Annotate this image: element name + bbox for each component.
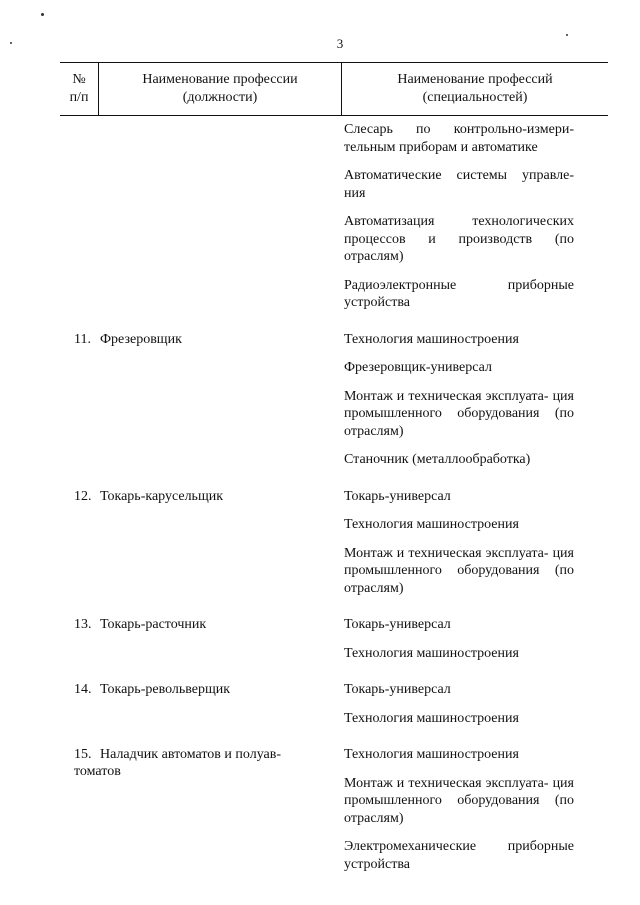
specialty-item: Токарь-универсал <box>344 682 451 697</box>
specialty-item: Технология машиностроения <box>344 747 519 762</box>
specialty-item: Станочник (металлообработка) <box>344 452 531 467</box>
row-number: 15. <box>74 747 92 762</box>
specialty-item: Технология машиностроения <box>344 517 519 532</box>
specialty-item: Токарь-универсал <box>344 488 451 504</box>
header-number-column <box>60 63 99 115</box>
specialty-item: Слесарь по контрольно-измери- тельным приборам и автоматике <box>344 122 574 155</box>
profession-name: Токарь-револьверщик <box>100 682 231 697</box>
table-row <box>0 738 640 884</box>
profession-name: Фрезеровщик <box>100 331 182 347</box>
specialty-item: Токарь-универсал <box>344 617 451 632</box>
table-row <box>0 480 640 609</box>
header-profession-line: (должности) <box>182 90 258 105</box>
profession-cell <box>74 121 318 138</box>
specialty-cell <box>344 746 574 884</box>
specialty-item: Технология машиностроения <box>344 331 519 347</box>
table-row <box>0 114 640 323</box>
profession-name: Токарь-карусельщик <box>100 488 224 504</box>
row-number: 11. <box>74 331 91 347</box>
profession-cell <box>74 681 318 698</box>
specialty-item: Фрезеровщик-универсал <box>344 360 492 375</box>
specialty-item: Монтаж и техническая эксплуата- ция промышленного оборудования (по отраслям) <box>344 775 574 826</box>
profession-cell <box>74 488 318 505</box>
specialty-item: Монтаж и техническая эксплуата- ция промышленного оборудования (по отраслям) <box>344 545 574 596</box>
header-number-line: п/п <box>69 90 89 105</box>
specialty-cell <box>344 616 574 673</box>
specialty-cell <box>344 488 574 609</box>
profession-name: Наладчик автоматов и полуав- томатов <box>74 747 281 779</box>
row-number: 13. <box>74 617 92 632</box>
page-number: 3 <box>336 36 344 51</box>
row-number: 12. <box>74 488 92 504</box>
specialty-item: Радиоэлектронные приборные устройства <box>344 277 574 310</box>
specialty-cell <box>344 681 574 738</box>
header-specialty-line: Наименование профессий <box>397 72 553 87</box>
specialty-item: Монтаж и техническая эксплуата- ция промышленного оборудования (по отраслям) <box>344 388 574 439</box>
specialty-item: Автоматизация технологических процессов и производств (по отраслям) <box>344 214 574 264</box>
specialty-item: Технология машиностроения <box>344 645 519 661</box>
profession-cell <box>74 616 318 633</box>
table-row <box>0 323 640 480</box>
specialty-item: Автоматические системы управле- ния <box>344 168 574 201</box>
header-profession-column <box>99 63 342 115</box>
specialty-cell <box>344 121 574 323</box>
profession-cell <box>74 746 318 780</box>
scan-speck <box>41 13 44 16</box>
table-header <box>60 62 608 116</box>
profession-name: Токарь-расточник <box>100 617 207 632</box>
header-number-line: № <box>72 72 86 87</box>
header-specialty-column <box>342 63 608 115</box>
profession-cell <box>74 331 318 348</box>
table-row <box>0 608 640 673</box>
row-number: 14. <box>74 682 92 697</box>
header-profession-line: Наименование профессии <box>142 72 298 87</box>
table-body <box>0 114 640 884</box>
specialty-item: Электромеханические приборные устройства <box>344 839 574 872</box>
table-row <box>0 673 640 738</box>
header-specialty-line: (специальностей) <box>422 90 528 105</box>
table-rows <box>0 114 640 884</box>
specialty-cell <box>344 331 574 480</box>
specialty-item: Технология машиностроения <box>344 710 519 726</box>
